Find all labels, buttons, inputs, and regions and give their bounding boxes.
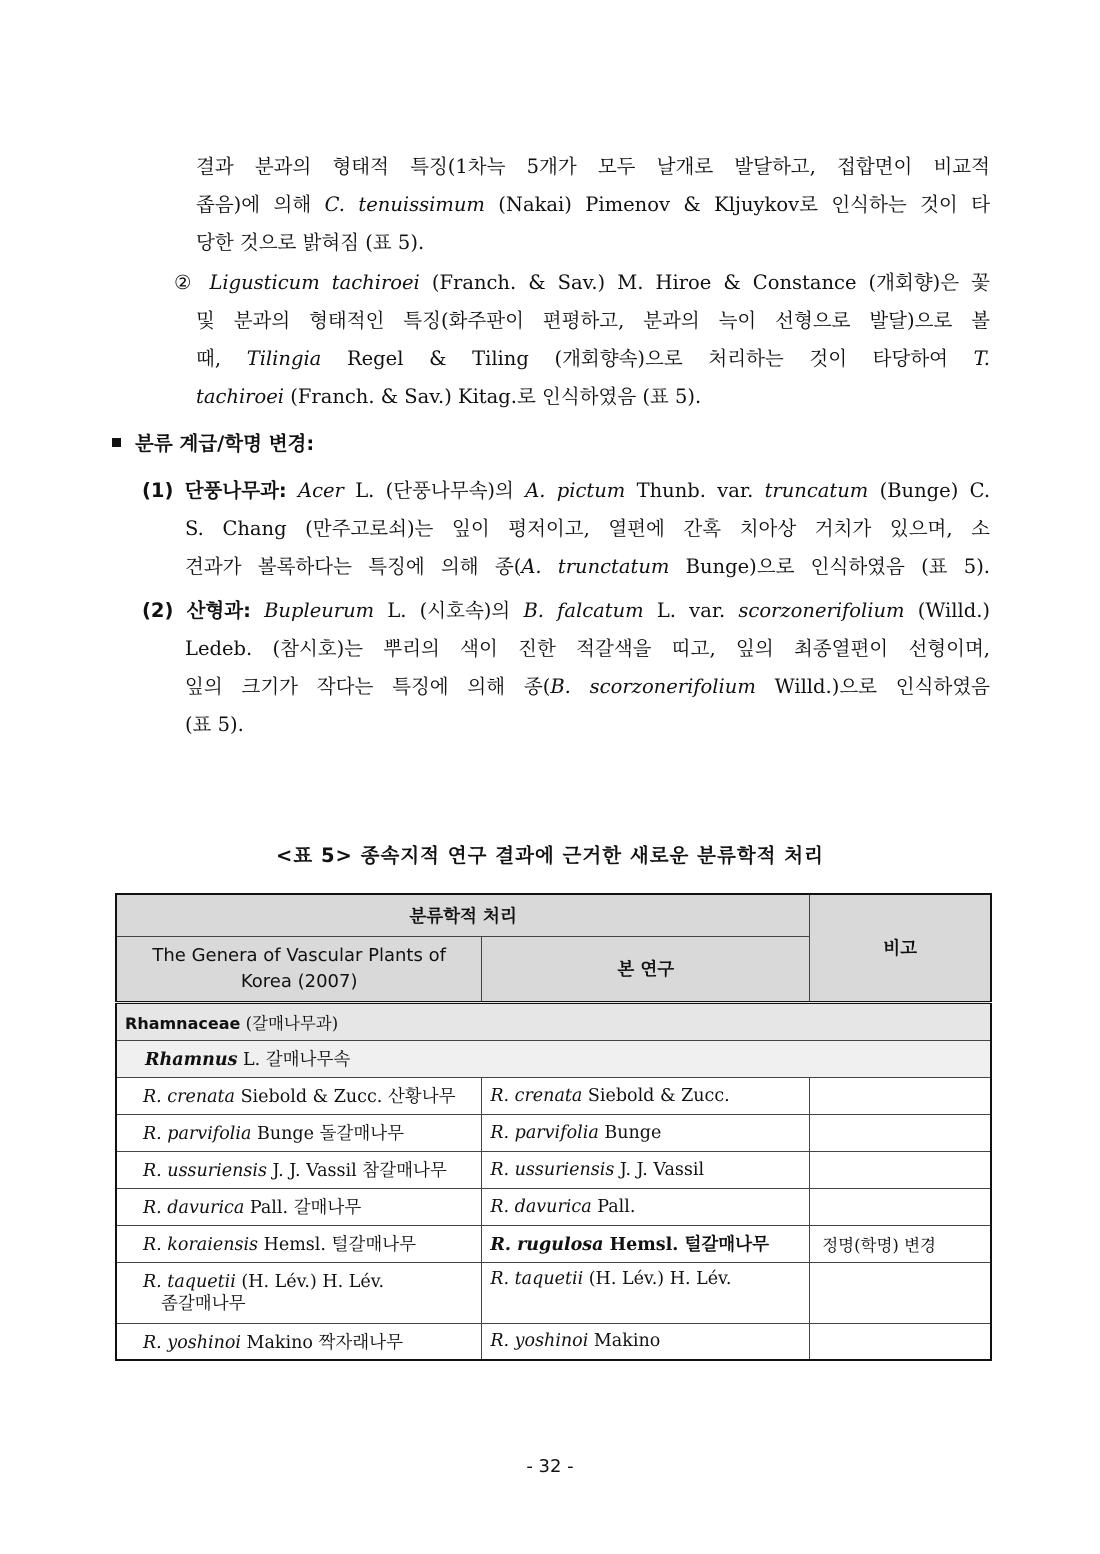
text-line: 좁음)에 의해 C. tenuissimum (Nakai) Pimenov & Kljuykov로 인식하는 것이 타 [196,193,990,216]
taxon-name: A. trunctatum [521,555,670,578]
text-line: 때, Tilingia Regel & Tiling (개회향속)으로 처리하는 것이 타당하여 T. [196,347,991,370]
table-row [116,1262,991,1323]
taxon-name: Tilingia [246,347,322,370]
paragraph-tenuissimum [196,148,990,262]
cell-new-name: R. taquetii (H. Lév.) H. Lév. [482,1262,810,1323]
table-row [116,1077,991,1114]
taxon-name: Ligusticum tachiroei [209,271,420,294]
table-row [116,1151,991,1188]
text-line: 견과가 볼록하다는 특징에 의해 종(A. trunctatum Bunge)으로 인식하였음 (표 5). [185,555,990,578]
header-genera-korea: The Genera of Vascular Plants of Korea (2007) [116,936,482,1002]
text-line: (표 5). [185,713,244,736]
taxon-name: truncatum [764,479,869,502]
taxon-name: tachiroei [196,385,285,408]
text-line: ② Ligusticum tachiroei (Franch. & Sav.) M. Hiroe & Constance (개회향)은 꽃 [174,271,991,294]
taxon-name: scorzonerifolium [738,599,905,622]
cell-note: 정명(학명) 변경 [810,1225,991,1262]
header-this-study: 본 연구 [482,936,810,1002]
circled-number: ② [174,271,198,294]
taxonomy-table [115,893,992,1361]
table-row [116,1114,991,1151]
cell-new-name: R. parvifolia Bunge [482,1114,810,1151]
family-row: Rhamnaceae (갈매나무과) [116,1002,991,1040]
taxon-name: T. [973,347,991,370]
header-group: 분류학적 처리 [116,894,810,936]
section-heading: 분류 계급/학명 변경: [112,428,314,456]
taxon-name: C. tenuissimum [324,193,485,216]
header-remarks: 비고 [810,894,991,1002]
paragraph-ligusticum-cont [196,302,990,416]
item-apiaceae [142,592,990,630]
paragraph-ligusticum [174,264,990,302]
cell-note [810,1262,991,1323]
table-row [116,1225,991,1262]
genus-name: Rhamnus [145,1050,238,1070]
taxon-name: Bupleurum [264,599,375,622]
text-line: 당한 것으로 밝혀짐 (표 5). [196,231,425,254]
page-number: - 32 - [526,1456,574,1477]
item-title: 산형과: [186,599,251,622]
text-line: Ledeb. (참시호)는 뿌리의 색이 진한 적갈색을 띠고, 잎의 최종열편이 선형이며, [185,637,990,660]
cell-old-name: R. koraiensis Hemsl. 털갈매나무 [116,1225,482,1262]
text-line: tachiroei (Franch. & Sav.) Kitag.로 인식하였음 (표 5). [196,385,702,408]
cell-new-name: R. davurica Pall. [482,1188,810,1225]
cell-new-name: R. crenata Siebold & Zucc. [482,1077,810,1114]
cell-old-name: R. parvifolia Bunge 돌갈매나무 [116,1114,482,1151]
cell-new-name: R. ussuriensis J. J. Vassil [482,1151,810,1188]
text-line: S. Chang (만주고로쇠)는 잎이 평저이고, 열편에 간혹 치아상 거치가 있으며, 소 [185,517,990,540]
item-title: 단풍나무과: [184,479,287,502]
cell-old-name: R. crenata Siebold & Zucc. 산황나무 [116,1077,482,1114]
item-aceraceae-cont [185,510,990,586]
bullet-square-icon [112,438,121,447]
family-name: Rhamnaceae [125,1013,241,1033]
text-line: 및 분과의 형태적인 특징(화주판이 편평하고, 분과의 늑이 선형으로 발달)으로 볼 [196,309,990,332]
table-row [116,1188,991,1225]
genus-row: Rhamnus L. 갈매나무속 [116,1040,991,1077]
taxon-name: Acer [298,479,344,502]
taxon-name: B. falcatum [523,599,644,622]
text-line: (1) 단풍나무과: Acer L. (단풍나무속)의 A. pictum Thunb. var. truncatum (Bunge) C. [142,479,991,502]
taxon-name: B. scorzonerifolium [550,675,756,698]
cell-note [810,1077,991,1114]
text-line: 잎의 크기가 작다는 특징에 의해 종(B. scorzonerifolium Willd.)으로 인식하였음 [185,675,990,698]
cell-note [810,1188,991,1225]
item-aceraceae [142,472,990,510]
cell-old-name: R. davurica Pall. 갈매나무 [116,1188,482,1225]
cell-old-name: R. ussuriensis J. J. Vassil 참갈매나무 [116,1151,482,1188]
text-line: 결과 분과의 형태적 특징(1차늑 5개가 모두 날개로 발달하고, 접합면이 비교적 [196,155,990,178]
table-row [116,1323,991,1360]
cell-note [810,1323,991,1360]
cell-note [810,1114,991,1151]
cell-note [810,1151,991,1188]
text-line: (2) 산형과: Bupleurum L. (시호속)의 B. falcatum L. var. scorzonerifolium (Willd.) [142,599,991,622]
table-caption: <표 5> 종속지적 연구 결과에 근거한 새로운 분류학적 처리 [276,844,824,867]
cell-new-name: R. yoshinoi Makino [482,1323,810,1360]
cell-old-name: R. yoshinoi Makino 짝자래나무 [116,1323,482,1360]
item-apiaceae-cont [185,630,990,744]
taxon-name: A. pictum [525,479,626,502]
cell-new-name: R. rugulosa Hemsl. 털갈매나무 [482,1225,810,1262]
cell-old-name: R. taquetii (H. Lév.) H. Lév. 좀갈매나무 [116,1262,482,1323]
